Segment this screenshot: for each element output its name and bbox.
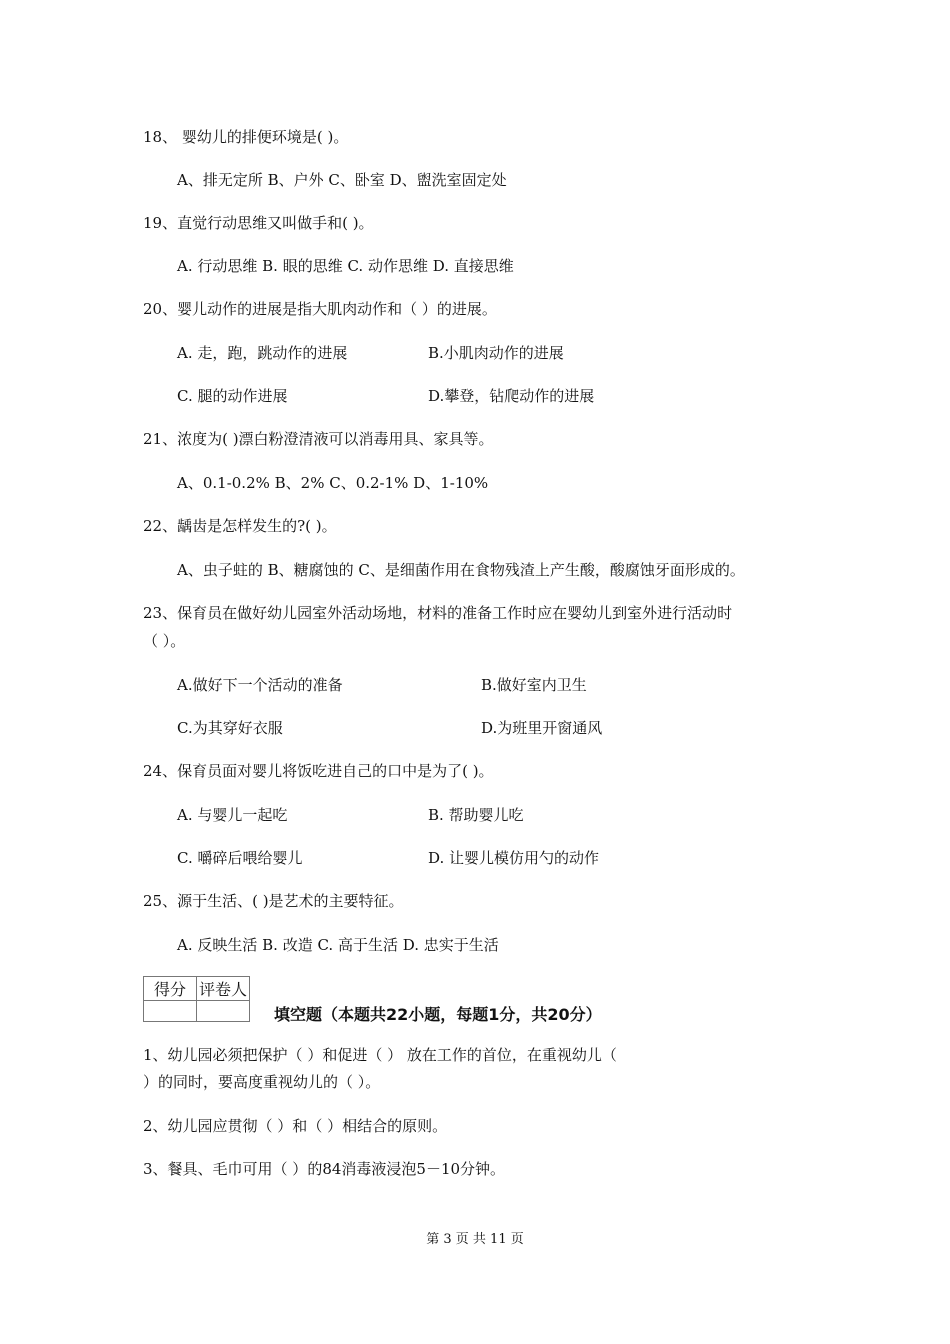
question-18: 18、 婴幼儿的排便环境是( )。 bbox=[143, 128, 349, 146]
question-24-option-b: B. 帮助婴儿吃 bbox=[428, 806, 524, 824]
question-23-option-c: C.为其穿好衣服 bbox=[177, 719, 283, 737]
question-23-blank: （ ）。 bbox=[143, 632, 186, 650]
question-22-options: A、虫子蛀的 B、糖腐蚀的 C、是细菌作用在食物残渣上产生酸，酸腐蚀牙面形成的。 bbox=[177, 561, 745, 579]
question-20-option-b: B.小肌肉动作的进展 bbox=[428, 344, 564, 362]
question-23-option-d: D.为班里开窗通风 bbox=[481, 719, 603, 737]
score-table bbox=[143, 976, 250, 1022]
question-25-options: A. 反映生活 B. 改造 C. 高于生活 D. 忠实于生活 bbox=[177, 936, 499, 954]
question-24-option-a: A. 与婴儿一起吃 bbox=[177, 806, 288, 824]
section-title: 填空题（本题共22小题，每题1分，共20分） bbox=[274, 1005, 602, 1024]
question-21-options: A、0.1-0.2% B、2% C、0.2-1% D、1-10% bbox=[177, 474, 489, 492]
question-23-option-b: B.做好室内卫生 bbox=[481, 676, 587, 694]
page-footer: 第 3 页 共 11 页 bbox=[426, 1232, 524, 1247]
question-25: 25、源于生活、( )是艺术的主要特征。 bbox=[143, 892, 404, 910]
question-20-option-d: D.攀登，钻爬动作的进展 bbox=[428, 387, 595, 405]
question-20: 20、婴儿动作的进展是指大肌肉动作和（ ）的进展。 bbox=[143, 300, 497, 318]
score-label: 得分 bbox=[144, 977, 197, 1001]
question-23: 23、保育员在做好幼儿园室外活动场地，材料的准备工作时应在婴幼儿到室外进行活动时 bbox=[143, 604, 733, 622]
question-24-option-d: D. 让婴儿模仿用勺的动作 bbox=[428, 849, 600, 867]
question-23-option-a: A.做好下一个活动的准备 bbox=[177, 676, 343, 694]
question-22: 22、龋齿是怎样发生的?( )。 bbox=[143, 517, 337, 535]
question-18-options: A、排无定所 B、户外 C、卧室 D、盥洗室固定处 bbox=[177, 171, 507, 189]
question-20-option-a: A. 走，跑，跳动作的进展 bbox=[177, 344, 348, 362]
fill-question-3: 3、餐具、毛巾可用（ ）的84消毒液浸泡5－10分钟。 bbox=[143, 1160, 506, 1178]
fill-question-1-line-1: 1、幼儿园必须把保护（ ）和促进（ ） 放在工作的首位，在重视幼儿（ bbox=[143, 1046, 617, 1064]
fill-question-2: 2、幼儿园应贯彻（ ）和（ ）相结合的原则。 bbox=[143, 1117, 448, 1135]
question-20-option-c: C. 腿的动作进展 bbox=[177, 387, 288, 405]
grader-cell bbox=[197, 1001, 250, 1022]
fill-question-1-line-2: ）的同时，要高度重视幼儿的（ ）。 bbox=[143, 1073, 381, 1091]
question-24-option-c: C. 嚼碎后喂给婴儿 bbox=[177, 849, 303, 867]
question-19-options: A. 行动思维 B. 眼的思维 C. 动作思维 D. 直接思维 bbox=[177, 257, 514, 275]
question-24: 24、保育员面对婴儿将饭吃进自己的口中是为了( )。 bbox=[143, 762, 494, 780]
question-21: 21、浓度为( )漂白粉澄清液可以消毒用具、家具等。 bbox=[143, 430, 494, 448]
score-cell bbox=[144, 1001, 197, 1022]
grader-label: 评卷人 bbox=[197, 977, 250, 1001]
question-19: 19、直觉行动思维又叫做手和( )。 bbox=[143, 214, 374, 232]
